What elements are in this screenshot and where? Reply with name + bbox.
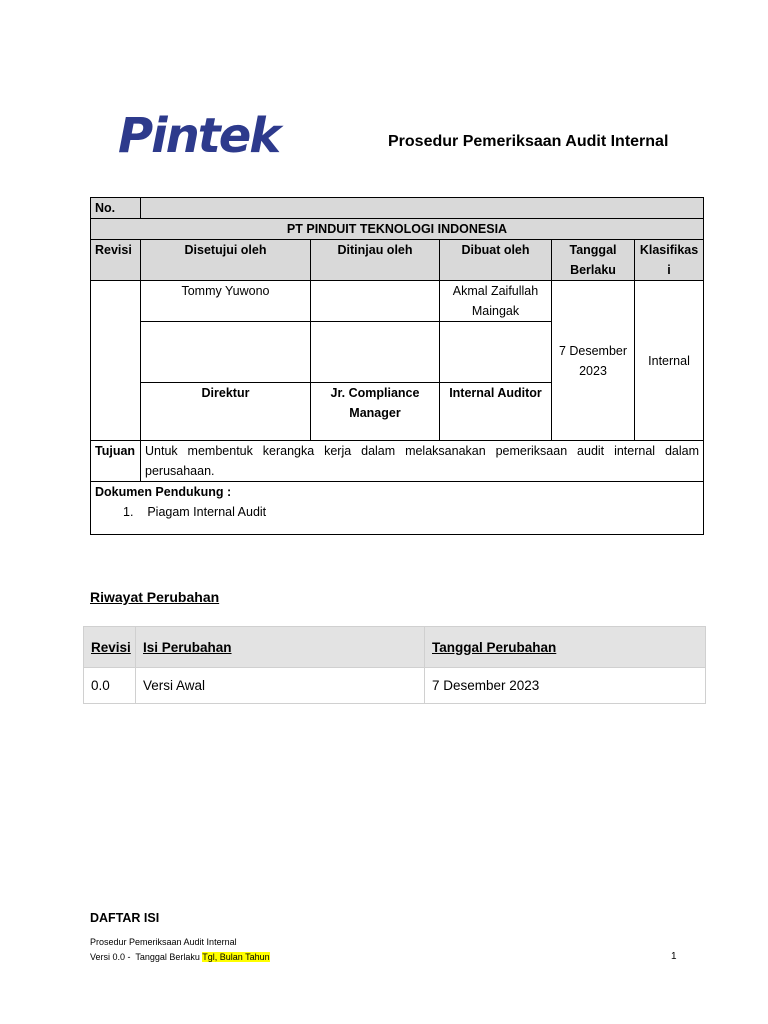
approver-role: Direktur <box>141 383 311 441</box>
footer-version <box>90 952 270 962</box>
reviewer-role: Jr. Compliance Manager <box>311 383 440 441</box>
footer-version-prefix: Versi 0.0 - Tanggal Berlaku <box>90 952 203 962</box>
approval-table <box>90 197 704 535</box>
table-row <box>84 668 706 704</box>
author-name: Akmal Zaifullah Maingak <box>440 281 552 322</box>
history-change: Versi Awal <box>136 668 425 704</box>
footer-document-name: Prosedur Pemeriksaan Audit Internal <box>90 937 237 947</box>
history-date: 7 Desember 2023 <box>425 668 706 704</box>
tujuan-text: Untuk membentuk kerangka kerja dalam melaksanakan pemeriksaan audit internal dalam perusahaan. <box>141 441 704 482</box>
supporting-documents <box>91 482 704 535</box>
supporting-label: Dokumen Pendukung : <box>95 485 232 499</box>
toc-heading: DAFTAR ISI <box>90 911 160 925</box>
header-disetujui: Disetujui oleh <box>141 240 311 281</box>
no-label: No. <box>91 198 141 219</box>
supporting-item: 1. Piagam Internal Audit <box>123 505 267 519</box>
header-ditinjau: Ditinjau oleh <box>311 240 440 281</box>
reviewer-name <box>311 281 440 322</box>
approver-signature <box>141 322 311 383</box>
revision-cell <box>91 281 141 441</box>
supporting-item-text: Piagam Internal Audit <box>147 505 267 519</box>
tujuan-label: Tujuan <box>91 441 141 482</box>
header-tanggal: Tanggal Berlaku <box>552 240 635 281</box>
pintek-logo: Pintek <box>118 108 280 164</box>
no-value <box>141 198 704 219</box>
history-revision: 0.0 <box>84 668 136 704</box>
history-section-title: Riwayat Perubahan <box>90 589 220 605</box>
author-role: Internal Auditor <box>440 383 552 441</box>
history-col-revisi: Revisi <box>84 627 136 668</box>
approver-name: Tommy Yuwono <box>141 281 311 322</box>
history-col-tanggal: Tanggal Perubahan <box>425 627 706 668</box>
header-dibuat: Dibuat oleh <box>440 240 552 281</box>
classification: Internal <box>635 281 704 441</box>
document-title: Prosedur Pemeriksaan Audit Internal <box>388 133 669 150</box>
header-klasifikasi: Klasifikasi <box>635 240 704 281</box>
history-table <box>83 626 706 704</box>
company-name: PT PINDUIT TEKNOLOGI INDONESIA <box>91 219 704 240</box>
footer-date-placeholder: Tgl, Bulan Tahun <box>202 952 270 962</box>
page-number: 1 <box>671 951 677 962</box>
reviewer-signature <box>311 322 440 383</box>
history-col-isi: Isi Perubahan <box>136 627 425 668</box>
effective-date: 7 Desember 2023 <box>552 281 635 441</box>
header-revisi: Revisi <box>91 240 141 281</box>
author-signature <box>440 322 552 383</box>
